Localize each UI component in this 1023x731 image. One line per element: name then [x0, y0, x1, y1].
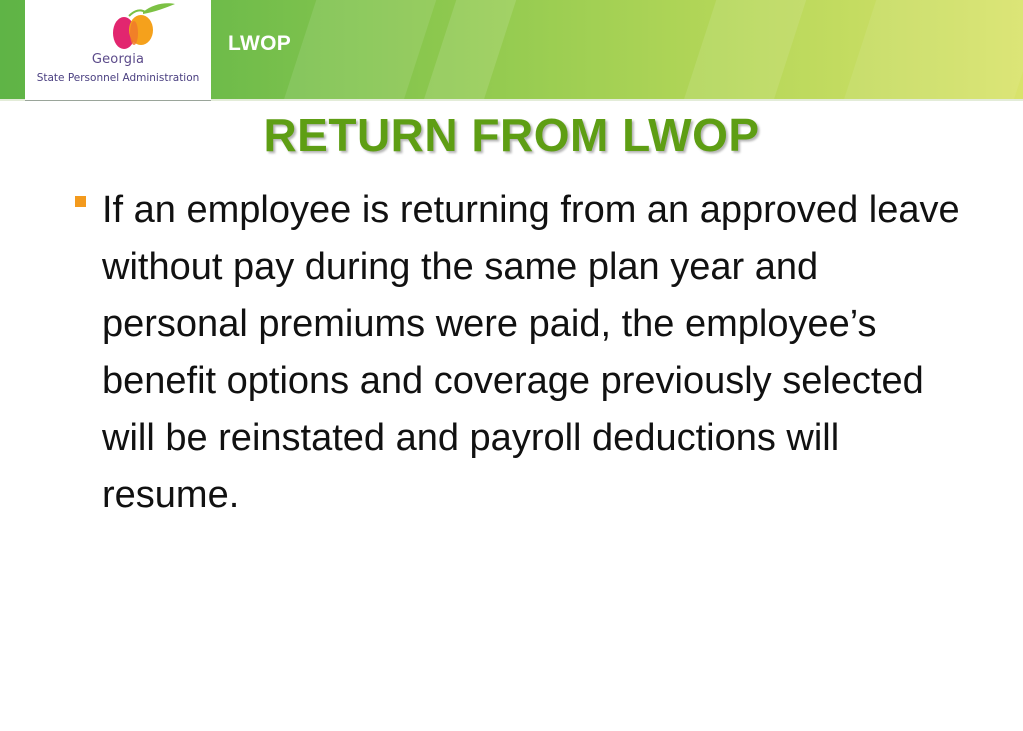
bullet-item [72, 182, 972, 524]
bullet-list [72, 182, 972, 524]
slide-title: RETURN FROM LWOP [263, 109, 760, 161]
bullet-text: If an employee is returning from an approved leave without pay during the same plan year and personal premiums were paid, the employee’s benefit options and coverage previously selected will be reinstated and payroll deductions will resume. [102, 189, 960, 516]
logo-subtitle: State Personnel Administration [36, 72, 200, 84]
georgia-peach-logo-icon [25, 0, 211, 60]
logo [25, 0, 211, 101]
logo-wordmark: Georgia [91, 52, 145, 67]
section-label: LWOP [228, 32, 292, 55]
square-bullet-icon [75, 196, 86, 207]
